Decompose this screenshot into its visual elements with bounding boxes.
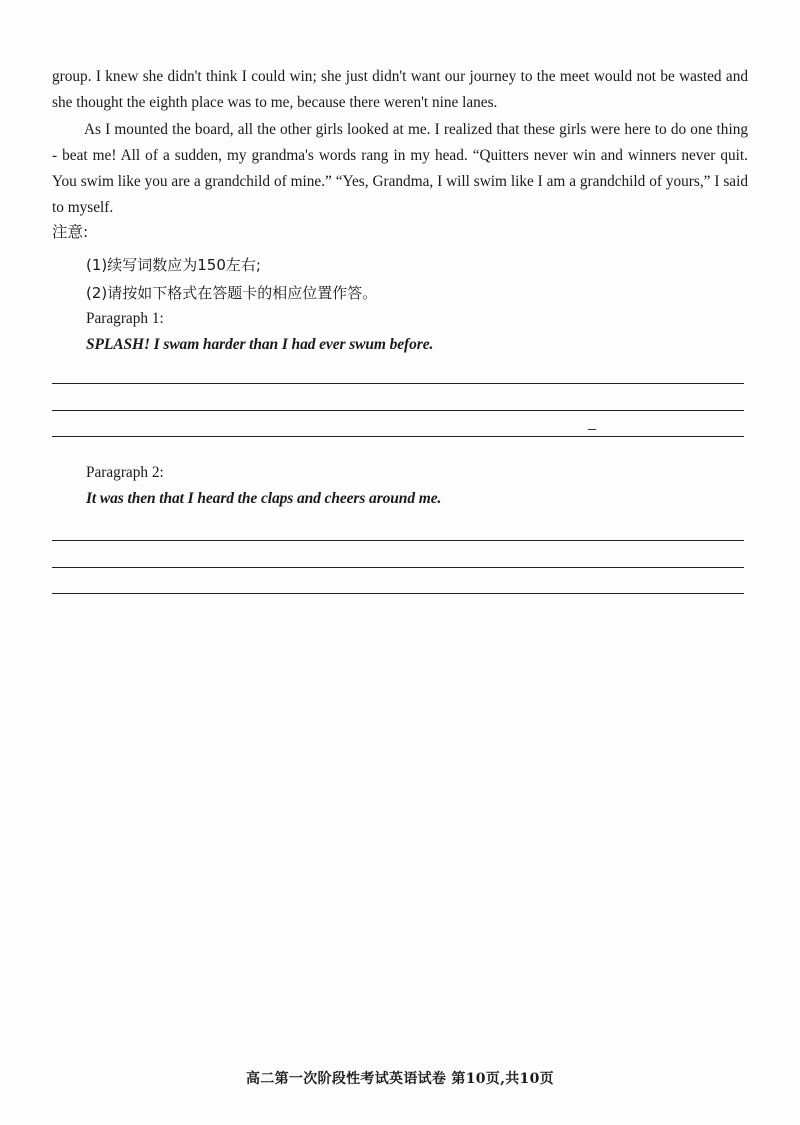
answer-line[interactable] bbox=[52, 593, 744, 594]
paragraph-1-starter: SPLASH! I swam harder than I had ever swum before. bbox=[86, 336, 434, 353]
answer-line[interactable] bbox=[52, 383, 744, 384]
note-item-word-count: (1)续写词数应为150左右; bbox=[86, 256, 261, 274]
paragraph-1-label: Paragraph 1: bbox=[86, 310, 164, 327]
notes-heading: 注意: bbox=[52, 223, 89, 241]
paragraph-2-starter: It was then that I heard the claps and cheers around me. bbox=[86, 490, 442, 507]
passage-paragraph: group. I knew she didn't think I could win; she just didn't want our journey to the meet would not be wasted and she thought the eighth place was to me, because there weren't nine lanes. bbox=[52, 68, 748, 112]
note-item-format: (2)请按如下格式在答题卡的相应位置作答。 bbox=[86, 284, 378, 302]
answer-line[interactable] bbox=[52, 540, 744, 541]
answer-line[interactable] bbox=[52, 567, 744, 568]
passage-paragraph: As I mounted the board, all the other girls looked at me. I realized that these girls were here to do one thing - beat me! All of a sudden, my grandma's words rang in my head. “Quitters never win and winners never quit. You swim like you are a grandchild of mine.” “Yes, Grandma, I will swim like I am a grandchild of yours,” I said to myself. bbox=[52, 120, 748, 217]
answer-line[interactable] bbox=[52, 410, 744, 411]
page-footer: 高二第一次阶段性考试英语试卷 第10页,共10页 bbox=[246, 1071, 554, 1087]
stray-pen-mark bbox=[588, 429, 596, 430]
story-passage bbox=[52, 64, 748, 222]
answer-line[interactable] bbox=[52, 436, 744, 437]
paragraph-2-label: Paragraph 2: bbox=[86, 464, 164, 481]
